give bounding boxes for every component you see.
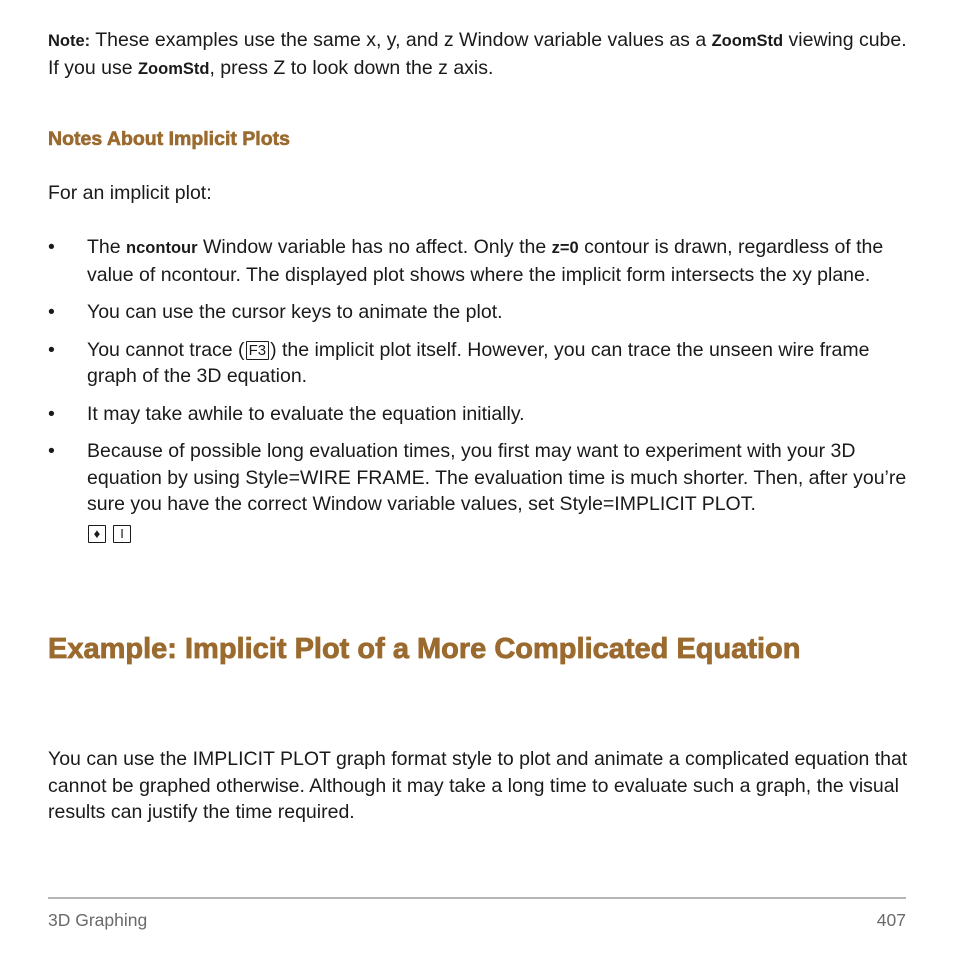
footer-divider [48, 897, 906, 899]
bullet-list [48, 234, 908, 557]
footer-section-title: 3D Graphing [48, 910, 148, 930]
note-paragraph: Note: These examples use the same x, y, and z Window variable values as a ZoomStd viewing cube. If you use ZoomStd, press Z to look down the z axis. [48, 29, 907, 79]
bullet-dot: • [48, 301, 55, 323]
intro-line: For an implicit plot: [48, 182, 212, 204]
list-item: • You can use the cursor keys to animate the plot. [48, 299, 908, 326]
bullet-dot: • [48, 440, 55, 462]
key-sequence [87, 520, 908, 547]
note-label: Note: [48, 32, 91, 50]
list-item: • You cannot trace ( F3 ) the implicit plot itself. However, you can trace the unseen wire frame graph of the 3D equation. [48, 338, 870, 387]
z0-code: z=0 [551, 239, 579, 257]
diamond-key-icon: ♦ [88, 525, 106, 543]
notes-heading: Notes About Implicit Plots [48, 128, 290, 150]
ncontour-code: ncontour [126, 239, 198, 257]
example-paragraph: You can use the IMPLICIT PLOT graph format style to plot and animate a complicated equation that cannot be graphed otherwise. Although it may take a long time to evaluate such a graph, the visual results can justify the time required. [48, 748, 908, 823]
zoomstd-code: ZoomStd [137, 59, 210, 78]
list-item: • The ncontour Window variable has no affect. Only the z=0 contour is drawn, regardless of the value of ncontour. The displayed plot shows where the implicit form intersects the xy plane. [48, 236, 884, 286]
example-heading: Example: Implicit Plot of a More Complicated Equation [48, 633, 801, 665]
zoomstd-code: ZoomStd [711, 32, 784, 50]
bullet-dot: • [48, 402, 55, 425]
list-item: • It may take awhile to evaluate the equation initially. [48, 401, 908, 428]
footer-page-number: 407 [876, 910, 906, 930]
f3-key-icon: F3 [246, 341, 270, 360]
list-item: • Because of possible long evaluation times, you first may want to experiment with your 3D equation by using Style=WIRE FRAME. The evaluation time is much shorter. Then, after you’re sure you have the correct Window variable values, set Style=IMPLICIT PLOT. ♦ I [48, 438, 908, 546]
bullet-dot: • [48, 338, 55, 361]
bullet-dot: • [48, 236, 55, 258]
i-key-icon: I [113, 525, 131, 543]
